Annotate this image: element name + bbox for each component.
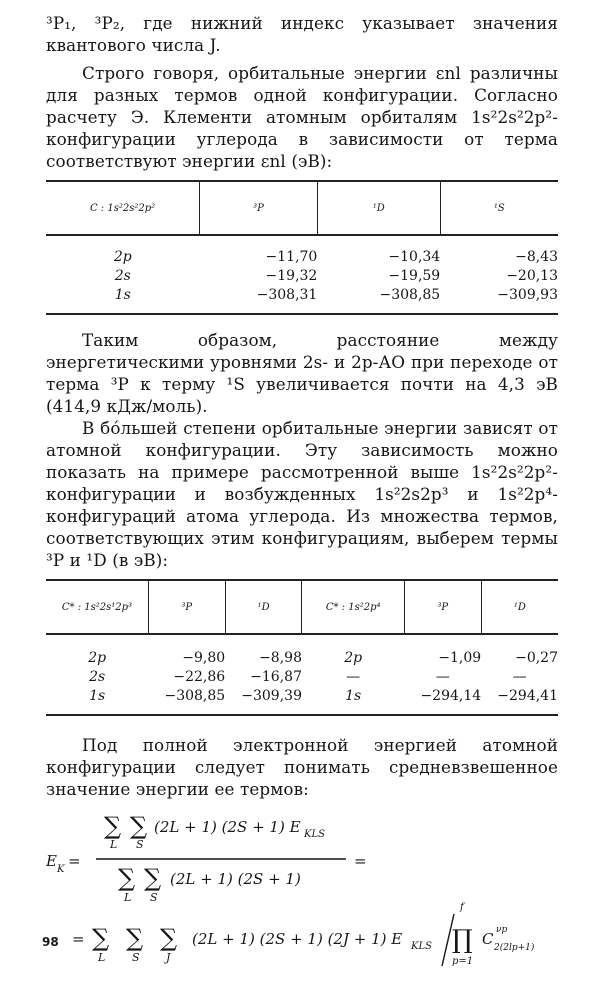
svg-text:p=1: p=1 <box>452 956 474 967</box>
table2-header-1D-a: ¹D <box>225 580 302 634</box>
formula-lhs-sub: K <box>57 864 65 875</box>
table1-header-1S: ¹S <box>440 181 558 235</box>
svg-text:f: f <box>460 902 464 913</box>
svg-text:L: L <box>124 891 132 904</box>
formula-lhs: E <box>46 852 57 870</box>
table2-header-3P-a: ³P <box>148 580 225 634</box>
sum-sign: ∑ <box>104 812 122 840</box>
sum-sign: ∑ <box>118 864 136 892</box>
table1-header-config: C : 1s²2s²2p² <box>46 181 200 235</box>
svg-text:S: S <box>132 951 140 964</box>
svg-text:KLS: KLS <box>411 941 432 952</box>
table-row: 2s −19,32 −19,59 −20,13 <box>114 268 558 284</box>
product-sign: ∏ <box>452 925 473 955</box>
svg-text:L: L <box>98 951 106 964</box>
table-row: 1s −308,31 −308,85 −309,93 <box>114 287 558 303</box>
formula-eq-3: = <box>72 930 85 948</box>
svg-text:νp: νp <box>496 925 508 935</box>
svg-text:2(2lp+1): 2(2lp+1) <box>494 943 535 953</box>
svg-text:L: L <box>110 838 118 851</box>
table1-header-3P: ³P <box>200 181 318 235</box>
svg-text:S: S <box>136 838 144 851</box>
formula-total-energy <box>46 804 558 972</box>
table-row: 2p −9,80 −8,98 2p −1,09 −0,27 <box>88 650 558 666</box>
table2-header-3P-b: ³P <box>404 580 481 634</box>
sum-sign: ∑ <box>130 812 148 840</box>
sum-sign: ∑ <box>160 924 178 952</box>
page-number: 98 <box>42 935 59 949</box>
paragraph-level-distance: Таким образом, расстояние между энергетическими уровнями 2s- и 2p-АО при переходе от терма ³P к терму ¹S увеличивается почти на 4,3 эВ (414,9 кДж/моль). <box>46 330 558 416</box>
svg-text:KLS: KLS <box>304 829 325 840</box>
svg-text:J: J <box>166 951 171 964</box>
sum-sign: ∑ <box>92 924 110 952</box>
table-carbon-terms <box>46 180 558 315</box>
table2-header-config2: C* : 1s²2p⁴ <box>302 580 404 634</box>
table2-header-1D-b: ¹D <box>481 580 558 634</box>
second-line-body: (2L + 1) (2S + 1) (2J + 1) E <box>192 930 403 948</box>
formula-eq-2: = <box>354 852 367 870</box>
table-row: 2p −11,70 −10,34 −8,43 <box>113 249 558 265</box>
table2-header-config1: C* : 1s²2s¹2p³ <box>46 580 148 634</box>
table1-header-1D: ¹D <box>317 181 440 235</box>
denominator-body: (2L + 1) (2S + 1) <box>170 870 301 888</box>
paragraph-configuration-dependence: В бо́льшей степени орбитальные энергии зависят от атомной конфигурации. Эту зависимость можно показать на примере рассмотренной выше 1s²2s²2p²-конфигурации и возбужденных 1s²2s2p³ и 1s²2p⁴-конфигураций атома углерода. Из множества термов, соответствующих этим конфигурациям, выберем термы ³P и ¹D (в эВ): <box>46 418 558 570</box>
combination-C: C <box>482 930 494 948</box>
table-excited-configurations <box>46 579 558 716</box>
sum-sign: ∑ <box>144 864 162 892</box>
page-body <box>46 12 558 972</box>
sum-sign: ∑ <box>126 924 144 952</box>
table-row: 2s −22,86 −16,87 — — — <box>89 669 527 685</box>
paragraph-carryover: ³P₁, ³P₂, где нижний индекс указывает значения квантового числа J. <box>46 13 558 55</box>
svg-text:S: S <box>150 891 158 904</box>
paragraph-orbital-energies: Строго говоря, орбитальные энергии εnl различны для разных термов одной конфигурации. Согласно расчету Э. Клементи атомным орбиталям 1s²2s²2p²-конфигурации углерода в зависимости от терма соответствуют энергии εnl (эВ): <box>46 63 558 171</box>
formula-eq-1: = <box>68 852 81 870</box>
table-row: 1s −308,85 −309,39 1s −294,14 −294,41 <box>89 688 558 704</box>
numerator-body: (2L + 1) (2S + 1) E <box>154 818 301 836</box>
paragraph-total-energy: Под полной электронной энергией атомной конфигурации следует понимать средневзвешенное значение энергии ее термов: <box>46 735 558 799</box>
